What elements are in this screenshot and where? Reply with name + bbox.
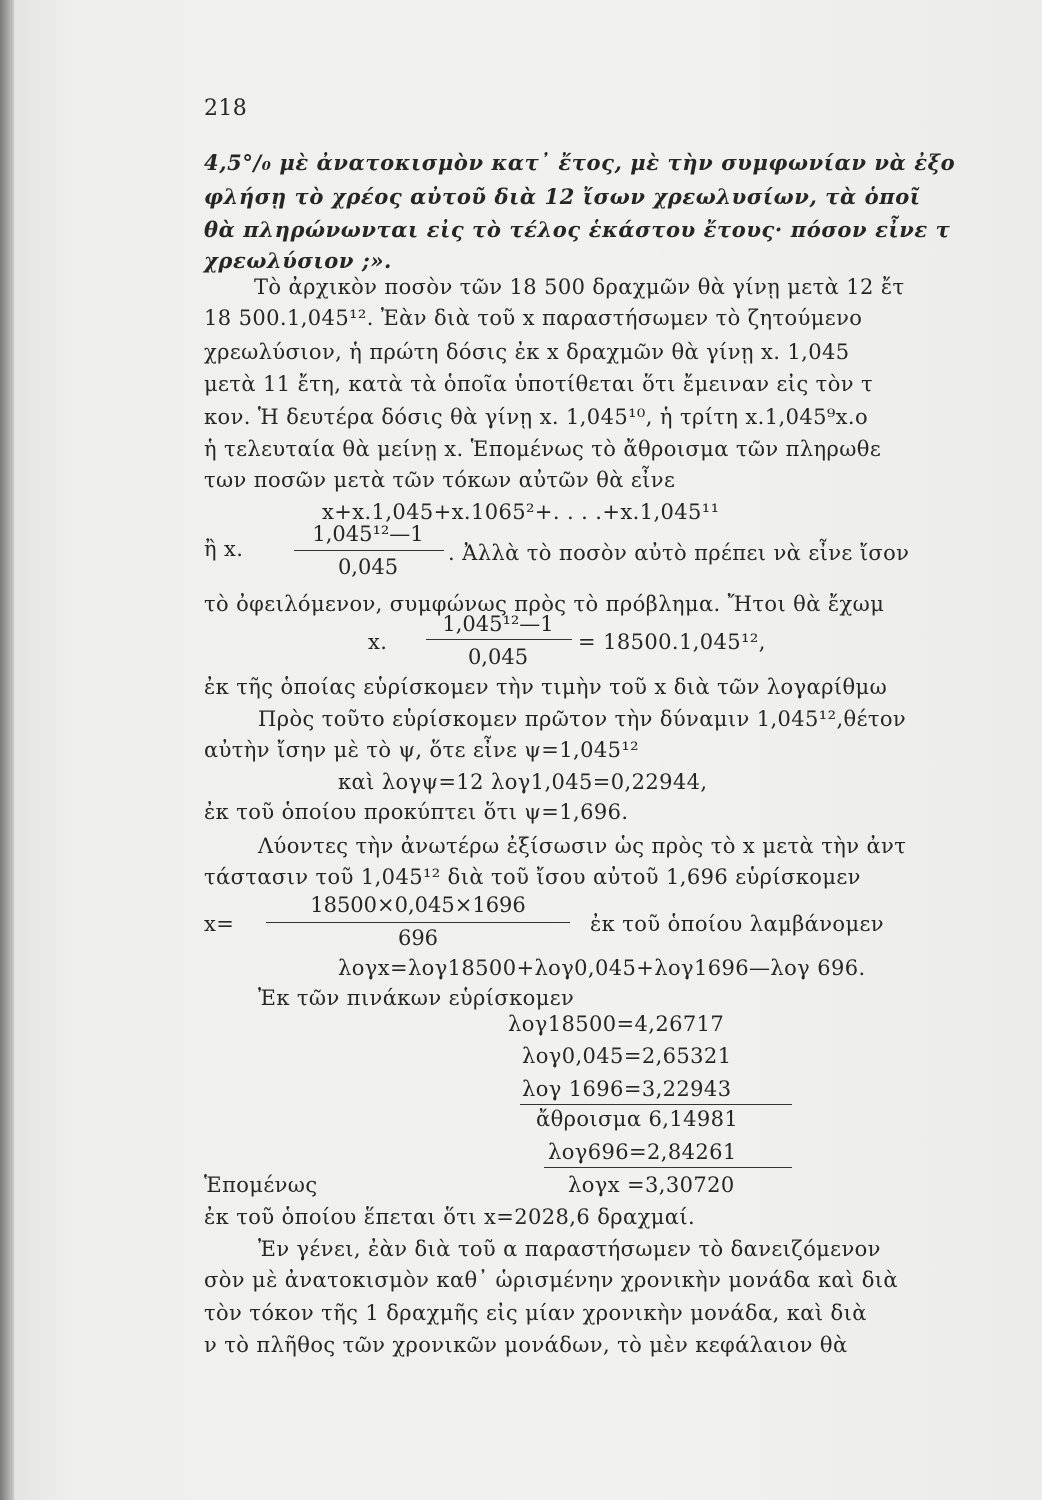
text-prefix: x= — [204, 912, 235, 936]
text-line: χρεωλύσιον, ἡ πρώτη δόσις ἐκ x δραχμῶν θὰ γίνῃ x. 1,045 — [204, 340, 850, 364]
text-line: ἡ τελευταία θὰ μείνῃ x. Ἑπομένως τὸ ἄθροισμα τῶν πληρωθε — [204, 437, 882, 461]
page-number: 218 — [204, 96, 248, 121]
difference-rule — [544, 1167, 792, 1168]
log-row: λογx =3,30720 — [568, 1173, 735, 1197]
text-line: ἐκ τοῦ ὁποίου λαμβάνομεν — [590, 912, 884, 936]
text-line: κον. Ἡ δευτέρα δόσις θὰ γίνῃ x. 1,045¹⁰, ἡ τρίτη x.1,045⁹x.ο — [204, 405, 869, 429]
log-row: λογ0,045=2,65321 — [522, 1044, 732, 1068]
text-line: χρεωλύσιον ;». — [204, 248, 392, 273]
text-line: τὸ ὀφειλόμενον, συμφώνως πρὸς τὸ πρόβλημα. Ἤτοι θὰ ἔχωμ — [204, 592, 885, 616]
text-prefix: ἢ x. — [204, 537, 244, 561]
text-line: ν τὸ πλῆθος τῶν χρονικῶν μονάδων, τὸ μὲν κεφάλαιον θὰ — [204, 1333, 848, 1357]
text-line: ἐκ τῆς ὁποίας εὑρίσκομεν τὴν τιμὴν τοῦ x διὰ τῶν λογαρίθμω — [204, 675, 888, 699]
fraction-numerator: 1,045¹²—1 — [312, 522, 424, 546]
text-line: φλήσῃ τὸ χρέος αὐτοῦ διὰ 12 ἴσων χρεωλυσίων, τὰ ὁποῖ — [204, 184, 921, 209]
text-line: καὶ λογψ=12 λογ1,045=0,22944, — [338, 770, 708, 794]
text-line: 4,5°/₀ μὲ ἀνατοκισμὸν κατ᾽ ἔτος, μὲ τὴν συμφωνίαν νὰ ἐξο — [204, 150, 956, 175]
fraction-bar — [266, 922, 570, 923]
text-line: Τὸ ἀρχικὸν ποσὸν τῶν 18 500 δραχμῶν θὰ γίνῃ μετὰ 12 ἔτ — [254, 275, 905, 299]
fraction-denominator: 0,045 — [337, 555, 399, 579]
fraction-denominator: 0,045 — [467, 645, 529, 669]
text-line: των ποσῶν μετὰ τῶν τόκων αὐτῶν θὰ εἶνε — [204, 468, 676, 492]
text-line: Λύοντες τὴν ἀνωτέρω ἐξίσωσιν ὡς πρὸς τὸ x μετὰ τὴν ἀντ — [258, 834, 907, 858]
text-line: Ἐκ τῶν πινάκων εὑρίσκομεν — [258, 986, 575, 1010]
text-prefix: Ἑπομένως — [204, 1173, 318, 1197]
text-line: . Ἀλλὰ τὸ ποσὸν αὐτὸ πρέπει νὰ εἶνε ἴσον — [448, 541, 910, 565]
text-line: θὰ πληρώνωνται εἰς τὸ τέλος ἑκάστου ἔτους· πόσον εἶνε τ — [204, 217, 951, 242]
log-row: λογ696=2,84261 — [548, 1140, 737, 1164]
fraction-numerator: 1,045¹²—1 — [442, 612, 554, 636]
text-prefix: x. — [368, 630, 388, 654]
text-line: Ἐν γένει, ἐὰν διὰ τοῦ α παραστήσωμεν τὸ δανειζόμενον — [258, 1237, 881, 1261]
text-line: μετὰ 11 ἔτη, κατὰ τὰ ὁποῖα ὑποτίθεται ὅτι ἔμειναν εἰς τὸν τ — [204, 372, 874, 396]
sum-rule — [520, 1104, 792, 1105]
fraction-numerator: 18500×0,045×1696 — [310, 893, 526, 917]
text-line: ἐκ τοῦ ὁποίου προκύπτει ὅτι ψ=1,696. — [204, 800, 629, 824]
fraction-denominator: 696 — [397, 926, 439, 950]
log-row: λογ 1696=3,22943 — [522, 1077, 732, 1101]
text-line: Πρὸς τοῦτο εὑρίσκομεν πρῶτον τὴν δύναμιν 1,045¹²,θέτον — [258, 707, 907, 731]
text-line: 18 500.1,045¹². Ἐὰν διὰ τοῦ x παραστήσωμεν τὸ ζητούμενο — [204, 306, 863, 330]
text-line: λογx=λογ18500+λογ0,045+λογ1696—λογ 696. — [338, 956, 866, 980]
text-line: σὸν μὲ ἀνατοκισμὸν καθ᾽ ὡρισμένην χρονικὴν μονάδα καὶ διὰ — [204, 1268, 898, 1292]
text-line: τάστασιν τοῦ 1,045¹² διὰ τοῦ ἴσου αὐτοῦ 1,696 εὑρίσκομεν — [204, 865, 861, 889]
page-left-shadow — [0, 0, 14, 1500]
fraction-bar — [294, 550, 444, 551]
text-line: αὐτὴν ἴσην μὲ τὸ ψ, ὅτε εἶνε ψ=1,045¹² — [204, 738, 639, 762]
text-line: τὸν τόκον τῆς 1 δραχμῆς εἰς μίαν χρονικὴν μονάδα, καὶ διὰ — [204, 1301, 867, 1325]
log-row: ἄθροισμα 6,14981 — [536, 1107, 739, 1131]
equation-sum: x+x.1,045+x.1065²+. . . .+x.1,045¹¹ — [322, 500, 720, 524]
log-row: λογ18500=4,26717 — [508, 1012, 725, 1036]
text-line: ἐκ τοῦ ὁποίου ἕπεται ὅτι x=2028,6 δραχμαί. — [204, 1205, 696, 1229]
text-line: = 18500.1,045¹², — [578, 630, 766, 654]
fraction-bar — [426, 639, 572, 640]
